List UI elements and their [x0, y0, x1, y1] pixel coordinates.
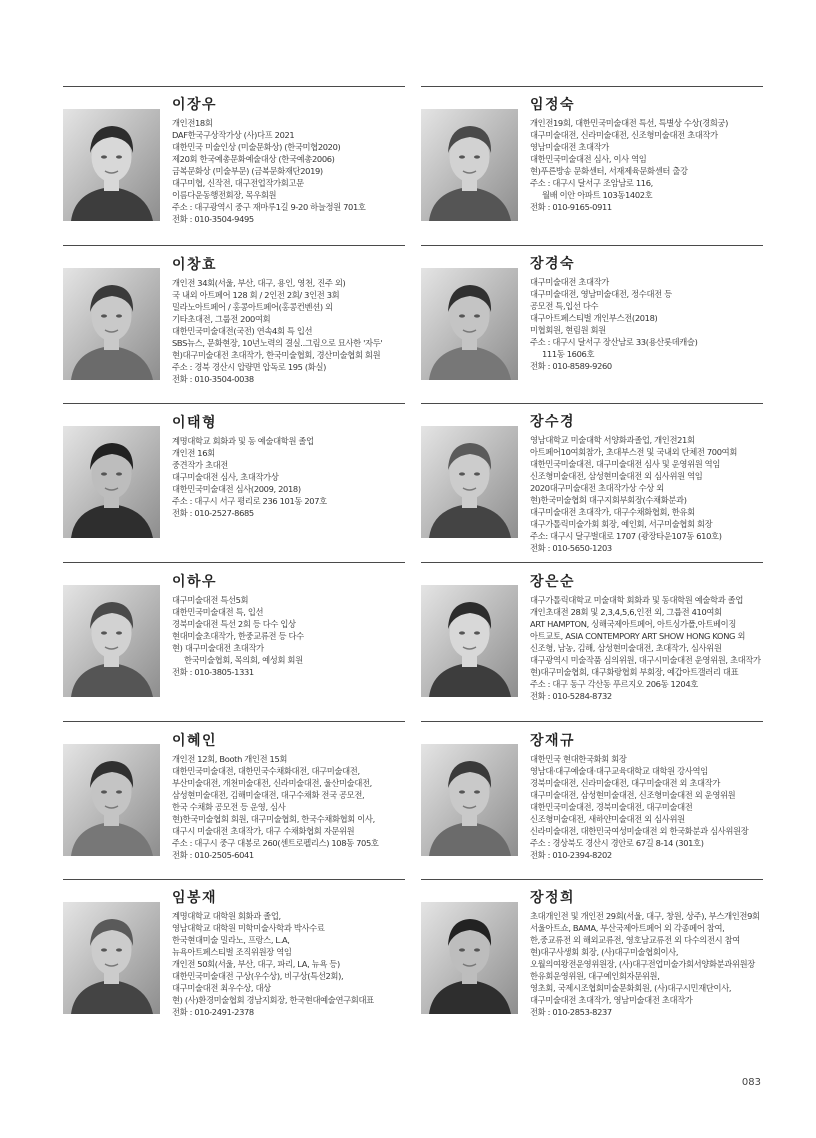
- detail-line: 대한민국 현대한국화회 회장: [530, 754, 627, 764]
- artist-photo: [63, 426, 160, 538]
- detail-line: 부산미술대전, 개천미술대전, 신라미술대전, 울산미술대전,: [172, 778, 372, 788]
- detail-line: 영남대·대구예술대·대구교육대학교 대학원 강사역임: [530, 766, 708, 776]
- artist-name: 장은순: [530, 574, 576, 590]
- artist-photo: [421, 902, 518, 1014]
- artist-details: [172, 435, 405, 519]
- detail-line: 금복문화상 (미술부문) (금복문화재단2019): [172, 166, 323, 176]
- detail-line: 전화 : 010-3805-1331: [172, 667, 254, 677]
- detail-line: 대구시 미술대전 초대작가, 대구 수채화협회 자문위원: [172, 826, 355, 836]
- artist-entry: [63, 86, 405, 245]
- detail-line: 개인전 12회, Booth 개인전 15회: [172, 754, 288, 764]
- detail-line: 대한민국미술대전 심사, 이사 역임: [530, 154, 647, 164]
- artist-photo: [63, 585, 160, 697]
- artist-entry: [421, 721, 763, 879]
- artist-details: [530, 276, 763, 372]
- detail-line: 개인전 34회(서울, 부산, 대구, 용인, 영천, 진주 외): [172, 278, 346, 288]
- detail-line: 대구미술대전 초대작가, 영남미술대전 초대작가: [530, 995, 693, 1005]
- artist-entry: [63, 403, 405, 562]
- artist-entry: [421, 403, 763, 562]
- artist-photo: [63, 109, 160, 221]
- left-column: [63, 86, 405, 1039]
- detail-line: SBS뉴스, 문화현장, 10년노력의 결실..그림으로 묘사한 '자두': [172, 338, 383, 348]
- artist-name: 장재규: [530, 733, 576, 749]
- detail-line: 전화 : 010-5284-8732: [530, 691, 612, 701]
- detail-line: 대구가톨릭대학교 미술대학 회화과 및 동대학원 예술학과 졸업: [530, 595, 744, 605]
- artist-entry: [63, 721, 405, 879]
- artist-info: [530, 414, 763, 554]
- detail-line: 주소 : 대구시 중구 대봉로 260(센트로펠리스) 108동 705호: [172, 838, 379, 848]
- artist-name: 임봉재: [172, 890, 218, 906]
- detail-line: 대구미협, 신작전, 대구전업작가회고문: [172, 178, 304, 188]
- detail-line: 현)한국미술협회 회원, 대구미술협회, 한국수채화협회 이사,: [172, 814, 375, 824]
- detail-line: 현)대구미술협회, 대구화랑협회 부회장, 예갑아트갤러리 대표: [530, 667, 739, 677]
- detail-line: 대한민국 미술인상 (미술문화상) (한국미협2020): [172, 142, 341, 152]
- artist-entry: [63, 245, 405, 403]
- detail-line: 경북미술대전 특선 2회 등 다수 입상: [172, 619, 296, 629]
- detail-line: 한국미술협회, 목의회, 예성회 회원: [184, 655, 303, 665]
- artist-info: [530, 256, 763, 372]
- detail-line: 국 내외 아트페어 128 회 / 2인전 2회/ 3인전 3회: [172, 290, 340, 300]
- artist-photo: [421, 744, 518, 856]
- detail-line: 대한민국미술대전 구상(우수상), 비구상(특선2회),: [172, 971, 344, 981]
- detail-line: 대구미술대전, 신라미술대전, 신조형미술대전 초대작가: [530, 130, 718, 140]
- detail-line: 전화 : 010-2527-8685: [172, 508, 254, 518]
- detail-line: 전화 : 010-3504-9495: [172, 214, 254, 224]
- detail-line: 계명대학교 회화과 및 동 예술대학원 졸업: [172, 436, 314, 446]
- detail-line: 한유회운영위원, 대구예인회자문위원,: [530, 971, 660, 981]
- detail-line: DAF한국구상작가상 (사)다프 2021: [172, 130, 295, 140]
- detail-line: 개인전 50회(서울, 부산, 대구, 파리, LA, 뉴욕 등): [172, 959, 340, 969]
- detail-line: 삼성현미술대전, 김해미술대전, 대구수채화 전국 공모전,: [172, 790, 365, 800]
- detail-line: 대구미술대전 특선5회: [172, 595, 249, 605]
- artist-entry: [421, 879, 763, 1039]
- detail-line: 계명대학교 대학원 회화과 졸업,: [172, 911, 281, 921]
- detail-line: 주소 : 경상북도 경산시 경안로 67길 8-14 (301호): [530, 838, 704, 848]
- detail-line: 111동 1606호: [542, 349, 595, 359]
- detail-line: 전화 : 010-3504-0038: [172, 374, 254, 384]
- detail-line: 현)한국미술협회 대구지회부회장(수채화분과): [530, 495, 687, 505]
- detail-line: 전화 : 010-2491-2378: [172, 1007, 254, 1017]
- detail-line: 대구미술대전 초대작가, 대구수채화협회, 한유회: [530, 507, 695, 517]
- detail-line: 대구아트페스티벌 개인부스전(2018): [530, 313, 658, 323]
- detail-line: 개인전18회: [172, 118, 213, 128]
- artist-info: [172, 574, 405, 678]
- artist-info: [172, 257, 405, 385]
- artist-entry: [63, 879, 405, 1039]
- detail-line: 영남미술대전 초대작가: [530, 142, 609, 152]
- detail-line: 현) 대구미술대전 초대작가: [172, 643, 264, 653]
- detail-line: 대구광역시 미술작품 심의위원, 대구시미술대전 운영위원, 초대작가: [530, 655, 761, 665]
- artist-photo: [421, 109, 518, 221]
- detail-line: 대구미술대전 심사, 초대작가상: [172, 472, 279, 482]
- artist-details: [530, 117, 763, 213]
- detail-line: 전화 : 010-8589-9260: [530, 361, 612, 371]
- detail-line: 오월의여왕전운영위원장, (사)대구전업미술가회서양화분과위원장: [530, 959, 755, 969]
- detail-line: 아트페어10여회참가, 초대부스전 및 국내외 단체전 700여회: [530, 447, 737, 457]
- artist-photo: [63, 744, 160, 856]
- artist-photo: [421, 426, 518, 538]
- detail-line: 경북미술대전, 신라미술대전, 대구미술대전 외 초대작가: [530, 778, 721, 788]
- detail-line: 현대미술초대작가, 한중교류전 등 다수: [172, 631, 304, 641]
- artist-info: [530, 574, 763, 702]
- detail-line: 서울아트쇼, BAMA, 부산국제아트페어 외 각종페어 참여,: [530, 923, 725, 933]
- detail-line: 2020대구미술대전 초대작가상 수상 외: [530, 483, 664, 493]
- detail-line: 개인전 16회: [172, 448, 215, 458]
- artist-details: [172, 594, 405, 678]
- detail-line: 대구미술대전, 영남미술대전, 정수대전 등: [530, 289, 672, 299]
- detail-line: 이름다운동행전회장, 목우회원: [172, 190, 277, 200]
- detail-line: 전화 : 010-5650-1203: [530, 543, 612, 553]
- artist-details: [172, 910, 405, 1018]
- detail-line: 전화 : 010-2394-8202: [530, 850, 612, 860]
- detail-line: 대구미술대전, 삼성현미술대전, 신조형미술대전 외 운영위원: [530, 790, 736, 800]
- detail-line: 개인초대전 28회 및 2,3,4,5,6,인전 외, 그룹전 410여회: [530, 607, 722, 617]
- detail-line: 대한민국미술대전, 대구미술대전 심사 및 운영위원 역임: [530, 459, 721, 469]
- detail-line: 대한민국미술대전(국전) 연속4회 특 입선: [172, 326, 313, 336]
- artist-details: [530, 434, 763, 554]
- artist-entry: [421, 86, 763, 245]
- artist-details: [172, 117, 405, 225]
- artist-entry: [421, 562, 763, 721]
- detail-line: 신조형, 남농, 김해, 삼성현미술대전, 초대작가, 심사위원: [530, 643, 722, 653]
- detail-line: ART HAMPTON, 싱해국제아트페어, 아트싱가폴,아트베이징: [530, 619, 736, 629]
- detail-line: 신조형미술대전, 삼성현미술대전 외 심사위원 역임: [530, 471, 703, 481]
- detail-line: 대한민국미술대전 특, 입선: [172, 607, 264, 617]
- artist-photo: [63, 268, 160, 380]
- artist-photo: [421, 268, 518, 380]
- artist-info: [530, 733, 763, 861]
- artist-name: 이하우: [172, 574, 218, 590]
- detail-line: 현) (사)환경미술협회 경남지회장, 한국현대예술연구회대표: [172, 995, 374, 1005]
- artist-info: [530, 97, 763, 213]
- detail-line: 주소 : 대구 동구 각산동 푸르지오 206동 1204호: [530, 679, 698, 689]
- artist-name: 이태형: [172, 415, 218, 431]
- detail-line: 개인전19회, 대한민국미술대전 특선, 특별상 수상(경희궁): [530, 118, 728, 128]
- artist-details: [172, 277, 405, 385]
- artist-name: 장수경: [530, 414, 576, 430]
- detail-line: 대구미술대전 최우수상, 대상: [172, 983, 271, 993]
- artist-name: 이장우: [172, 97, 218, 113]
- detail-line: 신조형미술대전, 새하얀미술대전 외 심사위원: [530, 814, 685, 824]
- detail-line: 대구미술대전 초대작가: [530, 277, 609, 287]
- detail-line: 초대개인전 및 개인전 29회(서울, 대구, 창원, 상주), 부스개인전9회: [530, 911, 760, 921]
- detail-line: 기타초대전, 그룹전 200여회: [172, 314, 271, 324]
- detail-line: 밀라노아트페어 / 홍콩아트페어(홍콩컨벤션) 외: [172, 302, 333, 312]
- detail-line: 대구가톨릭미술가회 회장, 예인회, 서구미술협회 회장: [530, 519, 713, 529]
- right-column: [421, 86, 763, 1039]
- detail-line: 한국현대미술 밀라노, 프랑스, L.A,: [172, 935, 290, 945]
- detail-line: 한,중교류전 외 해외교류전, 영호남교류전 외 다수의전시 참여: [530, 935, 740, 945]
- artist-details: [530, 910, 763, 1018]
- artist-info: [172, 415, 405, 519]
- detail-line: 영초회, 국제시조협회미술문화회원, (사)대구시민재단이사,: [530, 983, 732, 993]
- artist-info: [172, 890, 405, 1018]
- detail-line: 주소 : 대구시 달서구 장산남로 33(용산롯데캐슬): [530, 337, 698, 347]
- detail-line: 주소 : 대구광역시 중구 재마루1길 9-20 하늘정원 701호: [172, 202, 366, 212]
- detail-line: 영남대학교 대학원 미학미술사학과 박사수료: [172, 923, 325, 933]
- detail-line: 중견작가 초대전: [172, 460, 228, 470]
- detail-line: 영남대학교 미술대학 서양화과졸업, 개인전21회: [530, 435, 695, 445]
- detail-line: 아트교토, ASIA CONTEMPORY ART SHOW HONG KONG 외: [530, 631, 746, 641]
- artist-name: 장경숙: [530, 256, 576, 272]
- artist-details: [530, 594, 763, 702]
- artist-entry: [63, 562, 405, 721]
- detail-line: 현)대구사생회 회장, (사)대구미술협회이사,: [530, 947, 679, 957]
- artist-details: [172, 753, 405, 861]
- detail-line: 월배 이안 아파트 103동1402호: [542, 190, 653, 200]
- detail-line: 신라미술대전, 대한민국여성미술대전 외 한국화분과 심사위원장: [530, 826, 749, 836]
- detail-line: 주소 : 경북 경산시 압량면 압독로 195 (화실): [172, 362, 326, 372]
- artist-photo: [63, 902, 160, 1014]
- detail-line: 전화 : 010-9165-0911: [530, 202, 612, 212]
- artist-info: [530, 890, 763, 1018]
- page-number: 083: [741, 1077, 761, 1088]
- detail-line: 한국 수채화 공모전 등 운영, 심사: [172, 802, 286, 812]
- detail-line: 공모전 특,입선 다수: [530, 301, 599, 311]
- detail-line: 대한민국미술대전, 경북미술대전, 대구미술대전: [530, 802, 693, 812]
- artist-name: 이혜인: [172, 733, 218, 749]
- artist-info: [172, 97, 405, 225]
- detail-line: 주소: 대구시 달구벌대로 1707 (광장타운107동 610호): [530, 531, 722, 541]
- detail-line: 현)푸른방송 문화센터, 서재제육문화센터 출강: [530, 166, 688, 176]
- detail-line: 뉴욕아트페스티벌 조직위원장 역임: [172, 947, 292, 957]
- artist-entry: [421, 245, 763, 403]
- detail-line: 현)대구미술대전 초대작가, 한국미술협회, 경산미술협회 회원: [172, 350, 381, 360]
- artist-info: [172, 733, 405, 861]
- detail-line: 주소 : 대구시 서구 평리로 236 101동 207호: [172, 496, 327, 506]
- artist-photo: [421, 585, 518, 697]
- detail-line: 대한민국미술대전 심사(2009, 2018): [172, 484, 301, 494]
- detail-line: 미협회원, 현림원 회원: [530, 325, 606, 335]
- artist-name: 장정희: [530, 890, 576, 906]
- artist-details: [530, 753, 763, 861]
- detail-line: 대한민국미술대전, 대한민국수채화대전, 대구미술대전,: [172, 766, 360, 776]
- artist-name: 이창효: [172, 257, 218, 273]
- detail-line: 제20회 한국예총문화예술대상 (한국예총2006): [172, 154, 335, 164]
- detail-line: 주소 : 대구시 달서구 조암남로 116,: [530, 178, 653, 188]
- artist-name: 임정숙: [530, 97, 576, 113]
- detail-line: 전화 : 010-2505-6041: [172, 850, 254, 860]
- detail-line: 전화 : 010-2853-8237: [530, 1007, 612, 1017]
